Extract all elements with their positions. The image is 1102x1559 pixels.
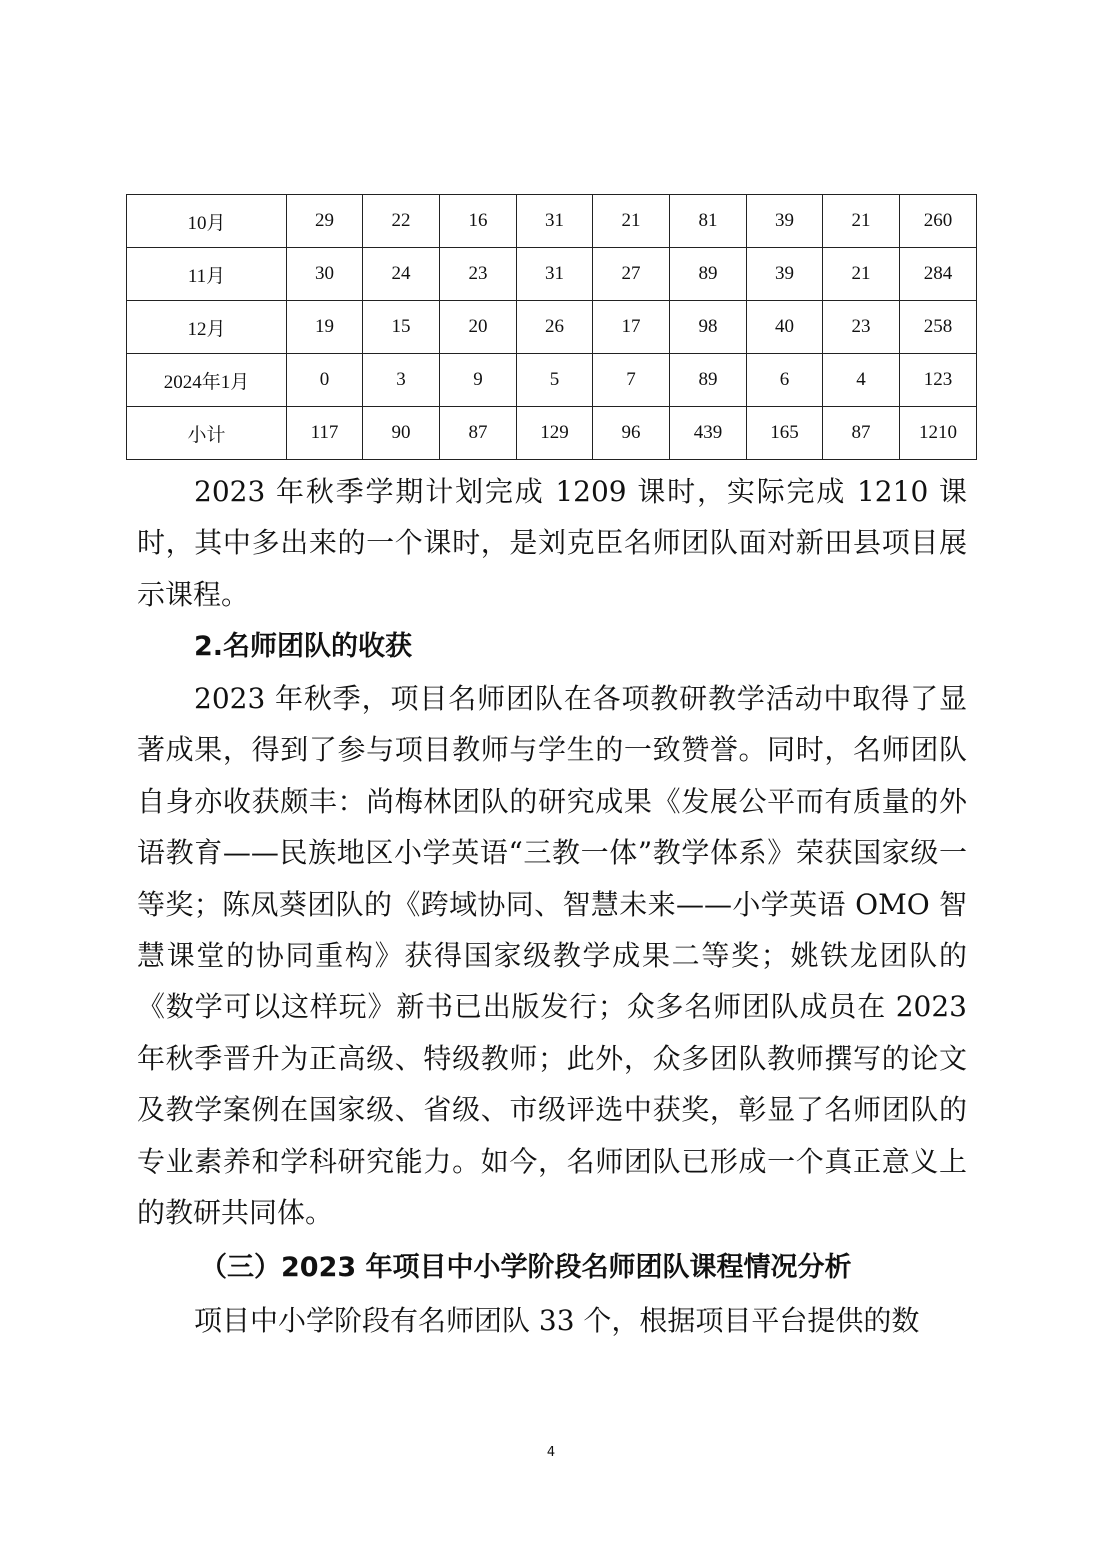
table-cell: 21 xyxy=(593,195,670,248)
table-cell: 9 xyxy=(440,354,517,407)
table-cell: 27 xyxy=(593,248,670,301)
table-cell: 87 xyxy=(440,407,517,460)
table-cell: 117 xyxy=(287,407,363,460)
row-label-cell: 小计 xyxy=(127,407,287,460)
section-heading-course-analysis: （三）2023 年项目中小学阶段名师团队课程情况分析 xyxy=(200,1252,852,1283)
table-cell: 81 xyxy=(670,195,747,248)
table-cell: 31 xyxy=(517,248,593,301)
table-cell: 1210 xyxy=(900,407,977,460)
table-cell: 98 xyxy=(670,301,747,354)
section-heading-team-achievements: 2.名师团队的收获 xyxy=(194,631,413,662)
table-cell: 39 xyxy=(747,195,823,248)
table-row xyxy=(127,248,977,301)
table-cell: 4 xyxy=(823,354,900,407)
table-cell: 123 xyxy=(900,354,977,407)
table-cell: 0 xyxy=(287,354,363,407)
row-label-cell: 11月 xyxy=(127,248,287,301)
table-cell: 15 xyxy=(363,301,440,354)
table-cell: 24 xyxy=(363,248,440,301)
table-cell: 29 xyxy=(287,195,363,248)
table-cell: 87 xyxy=(823,407,900,460)
table-cell: 96 xyxy=(593,407,670,460)
table-row xyxy=(127,195,977,248)
table-cell: 5 xyxy=(517,354,593,407)
table-cell: 89 xyxy=(670,354,747,407)
table-cell: 21 xyxy=(823,195,900,248)
table-cell: 3 xyxy=(363,354,440,407)
row-label-cell: 12月 xyxy=(127,301,287,354)
table-row xyxy=(127,407,977,460)
table-cell: 40 xyxy=(747,301,823,354)
table-cell: 17 xyxy=(593,301,670,354)
table-cell: 23 xyxy=(440,248,517,301)
table-cell: 21 xyxy=(823,248,900,301)
table-cell: 30 xyxy=(287,248,363,301)
table-cell: 22 xyxy=(363,195,440,248)
row-label-cell: 2024年1月 xyxy=(127,354,287,407)
table-cell: 23 xyxy=(823,301,900,354)
table-cell: 20 xyxy=(440,301,517,354)
table-cell: 7 xyxy=(593,354,670,407)
lesson-hours-table xyxy=(126,194,977,460)
table-cell: 31 xyxy=(517,195,593,248)
paragraph-course-analysis: 项目中小学阶段有名师团队 33 个，根据项目平台提供的数 xyxy=(194,1304,920,1337)
table-body xyxy=(127,195,977,460)
page-number: 4 xyxy=(546,1445,556,1460)
table-cell: 260 xyxy=(900,195,977,248)
table-row xyxy=(127,301,977,354)
table-cell: 258 xyxy=(900,301,977,354)
table-cell: 165 xyxy=(747,407,823,460)
table-cell: 90 xyxy=(363,407,440,460)
table-cell: 129 xyxy=(517,407,593,460)
table-cell: 89 xyxy=(670,248,747,301)
table-row xyxy=(127,354,977,407)
table-cell: 26 xyxy=(517,301,593,354)
table-cell: 6 xyxy=(747,354,823,407)
row-label-cell: 10月 xyxy=(127,195,287,248)
table-cell: 16 xyxy=(440,195,517,248)
table-cell: 19 xyxy=(287,301,363,354)
table-cell: 39 xyxy=(747,248,823,301)
table-cell: 284 xyxy=(900,248,977,301)
paragraph-lesson-summary: 2023 年秋季学期计划完成 1209 课时，实际完成 1210 课时，其中多出来的一个课时，是刘克臣名师团队面对新田县项目展示课程。 xyxy=(137,475,967,611)
paragraph-team-achievements: 2023 年秋季，项目名师团队在各项教研教学活动中取得了显著成果，得到了参与项目教师与学生的一致赞誉。同时，名师团队自身亦收获颇丰：尚梅林团队的研究成果《发展公平而有质量的外语教育——民族地区小学英语“三教一体”教学体系》荣获国家级一等奖；陈凤葵团队的《跨域协同、智慧未来——小学英语 OMO 智慧课堂的协同重构》获得国家级教学成果二等奖；姚铁龙团队的《数学可以这样玩》新书已出版发行；众多名师团队成员在 2023 年秋季晋升为正高级、特级教师；此外，众多团队教师撰写的论文及教学案例在国家级、省级、市级评选中获奖，彰显了名师团队的专业素养和学科研究能力。如今，名师团队已形成一个真正意义上的教研共同体。 xyxy=(137,682,967,1230)
table-cell: 439 xyxy=(670,407,747,460)
